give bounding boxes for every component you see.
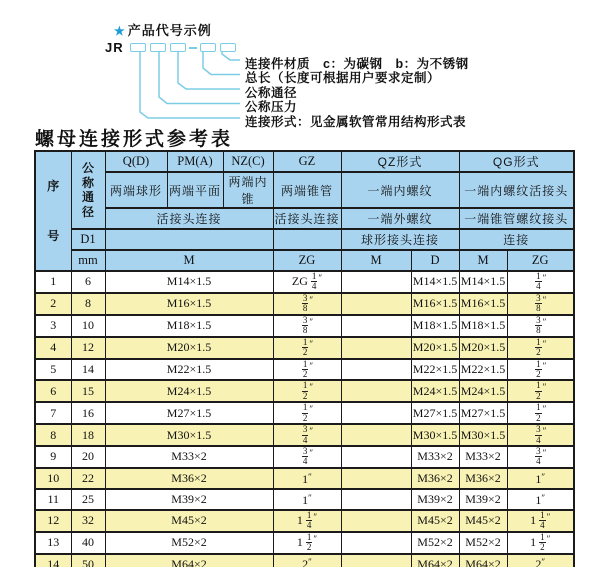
cell-qg_m: M27×1.5	[459, 402, 507, 424]
cell-qg_zg: $\frac{3}{4}$ ″	[507, 446, 574, 468]
header-empty-gz	[273, 229, 341, 250]
header-qz-d: D	[411, 250, 459, 271]
header-qg-m: M	[459, 250, 507, 271]
cell-gz: $\frac{3}{4}$ ″	[273, 424, 341, 446]
header-pm: PM(A)	[167, 151, 223, 172]
cell-seq: 4	[35, 337, 71, 359]
cell-qz_m	[341, 554, 411, 567]
cell-qg_zg: 1 $\frac{1}{4}$ ″	[507, 510, 574, 532]
header-qz-m: M	[341, 250, 411, 271]
cell-qg_zg: 1″	[507, 489, 574, 510]
header-qg-sub3: 连接	[459, 229, 574, 250]
cell-seq: 13	[35, 532, 71, 554]
cell-qg_m: M14×1.5	[459, 271, 507, 293]
cell-qz_m	[341, 446, 411, 468]
nut-connection-table	[34, 150, 575, 567]
cell-mm: 16	[71, 402, 105, 424]
cell-qz_m	[341, 532, 411, 554]
header-nz: NZ(C)	[223, 151, 273, 172]
cell-m: M22×1.5	[105, 359, 273, 381]
label-total-length: 总长（长度可根据用户要求定制）	[245, 71, 441, 85]
header-seq: 序 号	[35, 151, 71, 271]
table-row	[35, 468, 574, 489]
cell-qg_m: M52×2	[459, 532, 507, 554]
cell-seq: 1	[35, 271, 71, 293]
header-qz-sub3: 球形接头连接	[341, 229, 459, 250]
cell-qz_d: M45×2	[411, 510, 459, 532]
header-gz: GZ	[273, 151, 341, 172]
label-connection-form: 连接形式：见金属软管常用结构形式表	[245, 114, 467, 129]
cell-qg_zg: $\frac{3}{8}$ ″	[507, 293, 574, 315]
header-qg-zg: ZG	[507, 250, 574, 271]
cell-gz: $\frac{1}{2}$ ″	[273, 337, 341, 359]
cell-qz_d: M52×2	[411, 532, 459, 554]
table-row	[35, 532, 574, 554]
cell-qz_d: M16×1.5	[411, 293, 459, 315]
cell-qz_m	[341, 293, 411, 315]
header-qd-sub: 两端球形	[105, 172, 167, 208]
cell-m: M24×1.5	[105, 380, 273, 402]
cell-seq: 10	[35, 468, 71, 489]
cell-m: M33×2	[105, 446, 273, 468]
cell-gz: $\frac{3}{4}$ ″	[273, 446, 341, 468]
cell-qg_zg: 1″	[507, 468, 574, 489]
cell-m: M39×2	[105, 489, 273, 510]
cell-seq: 12	[35, 510, 71, 532]
cell-qz_m	[341, 468, 411, 489]
cell-qg_zg: $\frac{1}{2}$ ″	[507, 337, 574, 359]
cell-m: M16×1.5	[105, 293, 273, 315]
cell-mm: 12	[71, 337, 105, 359]
cell-qg_zg: $\frac{3}{4}$ ″	[507, 424, 574, 446]
cell-seq: 2	[35, 293, 71, 315]
cell-mm: 8	[71, 293, 105, 315]
label-nominal-pressure: 公称压力	[245, 100, 298, 114]
cell-qz_m	[341, 359, 411, 381]
table-row	[35, 293, 574, 315]
table-row	[35, 510, 574, 532]
cell-qz_d: M30×1.5	[411, 424, 459, 446]
table-title: 螺母连接形式参考表	[35, 128, 234, 150]
table-row	[35, 337, 574, 359]
label-nominal-diameter: 公称通径	[245, 85, 298, 100]
header-gz-zg: ZG	[273, 250, 341, 271]
cell-gz: $\frac{1}{2}$ ″	[273, 359, 341, 381]
table-row	[35, 271, 574, 293]
cell-gz: 1″	[273, 489, 341, 510]
cell-qg_m: M22×1.5	[459, 359, 507, 381]
cell-seq: 5	[35, 359, 71, 381]
cell-gz: $\frac{1}{2}$ ″	[273, 380, 341, 402]
header-m-span: M	[105, 250, 273, 271]
cell-qg_m: M20×1.5	[459, 337, 507, 359]
cell-gz: $\frac{3}{8}$ ″	[273, 315, 341, 337]
cell-m: M27×1.5	[105, 402, 273, 424]
cell-qz_d: M33×2	[411, 446, 459, 468]
cell-mm: 6	[71, 271, 105, 293]
cell-qg_m: M36×2	[459, 468, 507, 489]
cell-m: M18×1.5	[105, 315, 273, 337]
cell-qz_m	[341, 489, 411, 510]
diagram-title-text: 产品代号示例	[127, 23, 212, 38]
code-prefix: JR	[105, 40, 124, 56]
header-qz-sub2: 一端外螺纹	[341, 208, 459, 229]
cell-seq: 9	[35, 446, 71, 468]
cell-qz_d: M14×1.5	[411, 271, 459, 293]
cell-mm: 10	[71, 315, 105, 337]
header-qz-sub1: 一端内螺纹	[341, 172, 459, 208]
cell-seq: 14	[35, 554, 71, 567]
header-nz-sub: 两端内锥	[223, 172, 273, 208]
cell-qg_m: M18×1.5	[459, 315, 507, 337]
header-row-4	[35, 229, 574, 250]
cell-m: M20×1.5	[105, 337, 273, 359]
cell-mm: 18	[71, 424, 105, 446]
label-material: 连接件材质 c：为碳钢 b：为不锈钢	[245, 57, 469, 71]
cell-mm: 20	[71, 446, 105, 468]
cell-m: M64×2	[105, 554, 273, 567]
cell-seq: 3	[35, 315, 71, 337]
cell-mm: 14	[71, 359, 105, 381]
header-dn: 公 称 通 径	[71, 151, 105, 229]
header-row-5	[35, 250, 574, 271]
cell-qg_m: M39×2	[459, 489, 507, 510]
cell-qg_zg: $\frac{1}{2}$ ″	[507, 402, 574, 424]
table-row	[35, 380, 574, 402]
cell-qg_zg: $\frac{1}{4}$ ″	[507, 271, 574, 293]
cell-gz: 1″	[273, 468, 341, 489]
cell-m: M30×1.5	[105, 424, 273, 446]
cell-qz_d: M27×1.5	[411, 402, 459, 424]
cell-qz_m	[341, 337, 411, 359]
cell-qg_m: M16×1.5	[459, 293, 507, 315]
cell-m: M14×1.5	[105, 271, 273, 293]
header-union-span: 活接头连接	[105, 208, 273, 229]
cell-qg_zg: $\frac{1}{2}$ ″	[507, 359, 574, 381]
cell-qz_d: M18×1.5	[411, 315, 459, 337]
cell-qg_zg: $\frac{3}{8}$ ″	[507, 315, 574, 337]
cell-qg_zg: 2″	[507, 554, 574, 567]
cell-gz: $\frac{3}{8}$ ″	[273, 293, 341, 315]
cell-mm: 25	[71, 489, 105, 510]
cell-gz: 1 $\frac{1}{4}$ ″	[273, 510, 341, 532]
cell-qz_m	[341, 402, 411, 424]
table-row	[35, 554, 574, 567]
cell-mm: 15	[71, 380, 105, 402]
cell-qz_m	[341, 510, 411, 532]
header-pm-sub: 两端平面	[167, 172, 223, 208]
cell-seq: 8	[35, 424, 71, 446]
cell-qg_m: M30×1.5	[459, 424, 507, 446]
cell-qz_d: M22×1.5	[411, 359, 459, 381]
header-row-3	[35, 208, 574, 229]
cell-mm: 32	[71, 510, 105, 532]
cell-qz_d: M39×2	[411, 489, 459, 510]
table-row	[35, 446, 574, 468]
cell-seq: 11	[35, 489, 71, 510]
cell-gz: $\frac{1}{2}$ ″	[273, 402, 341, 424]
cell-gz: 2″	[273, 554, 341, 567]
header-empty-m	[105, 229, 273, 250]
header-row-1	[35, 151, 574, 172]
table-row	[35, 489, 574, 510]
cell-qz_d: M24×1.5	[411, 380, 459, 402]
star-icon: ★	[114, 24, 126, 38]
cell-qz_d: M64×2	[411, 554, 459, 567]
header-gz-union: 活接头连接	[273, 208, 341, 229]
cell-mm: 22	[71, 468, 105, 489]
cell-gz: 1 $\frac{1}{2}$ ″	[273, 532, 341, 554]
table-row	[35, 315, 574, 337]
cell-qz_m	[341, 380, 411, 402]
cell-qg_m: M45×2	[459, 510, 507, 532]
cell-qg_m: M33×2	[459, 446, 507, 468]
cell-qz_d: M20×1.5	[411, 337, 459, 359]
cell-m: M45×2	[105, 510, 273, 532]
cell-gz: ZG $\frac{1}{4}$ ″	[273, 271, 341, 293]
cell-qz_d: M36×2	[411, 468, 459, 489]
cell-mm: 40	[71, 532, 105, 554]
header-qg-sub1: 一端内螺纹活接头	[459, 172, 574, 208]
header-mm: mm	[71, 250, 105, 271]
header-qz: QZ形式	[341, 151, 459, 172]
header-qg-sub2: 一端锥管螺纹接头	[459, 208, 574, 229]
cell-qz_m	[341, 424, 411, 446]
cell-qz_m	[341, 271, 411, 293]
cell-qz_m	[341, 315, 411, 337]
cell-qg_zg: $\frac{1}{2}$ ″	[507, 380, 574, 402]
cell-mm: 50	[71, 554, 105, 567]
cell-m: M52×2	[105, 532, 273, 554]
table-row	[35, 424, 574, 446]
header-gz-sub: 两端锥管	[273, 172, 341, 208]
cell-qg_m: M24×1.5	[459, 380, 507, 402]
header-d1: D1	[71, 229, 105, 250]
header-qg: QG形式	[459, 151, 574, 172]
table-row	[35, 402, 574, 424]
table-row	[35, 359, 574, 381]
cell-m: M36×2	[105, 468, 273, 489]
cell-seq: 7	[35, 402, 71, 424]
header-qd: Q(D)	[105, 151, 167, 172]
cell-qg_m: M64×2	[459, 554, 507, 567]
cell-seq: 6	[35, 380, 71, 402]
header-row-2	[35, 172, 574, 208]
cell-qg_zg: 1 $\frac{1}{2}$ ″	[507, 532, 574, 554]
